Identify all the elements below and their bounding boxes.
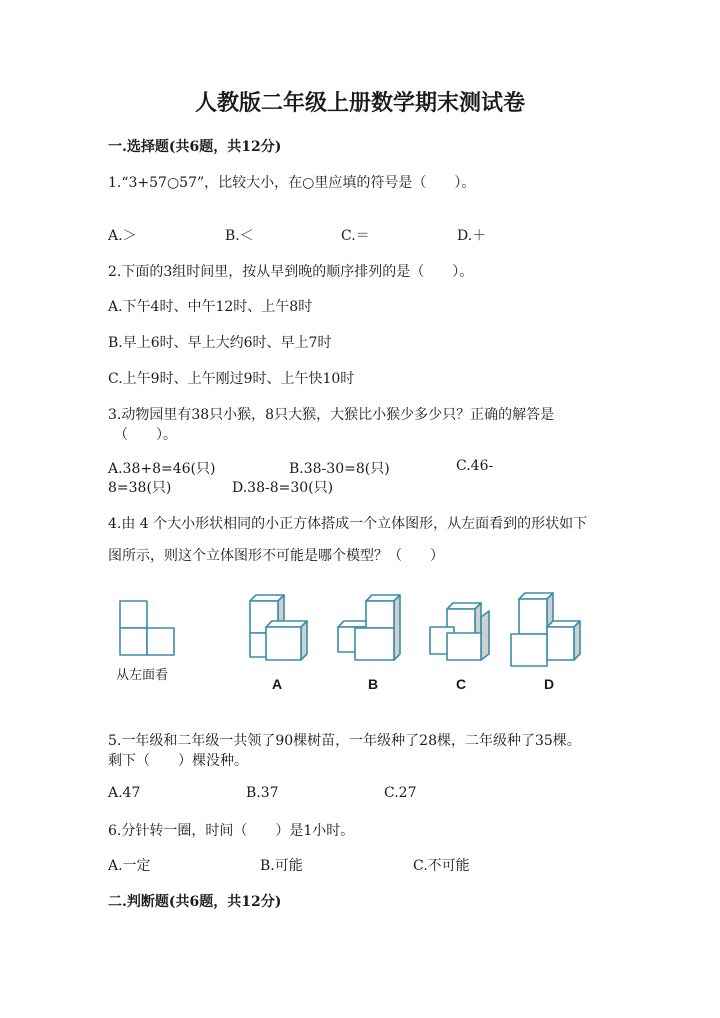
question-3-stem-line2: （ ）。: [114, 427, 177, 443]
question-3-stem-line1: 3.动物园里有38只小猴，8只大猴，大猴比小猴少多少只？正确的解答是: [108, 407, 555, 423]
question-3-option-b[interactable]: B.38-30=8(只): [289, 461, 390, 477]
question-1-option-c[interactable]: C.＝: [341, 228, 370, 244]
question-4-stem-line2: 图所示，则这个立体图形不可能是哪个模型？（ ）: [108, 548, 444, 564]
page-title: 人教版二年级上册数学期末测试卷: [194, 90, 525, 116]
question-1-option-a[interactable]: A.＞: [108, 228, 137, 244]
question-6-option-c[interactable]: C.不可能: [413, 858, 470, 874]
model-b-icon: [338, 595, 400, 660]
question-5-option-c[interactable]: C.27: [384, 785, 417, 801]
question-6-option-a[interactable]: A.一定: [108, 858, 151, 874]
question-5-stem-line2: 剩下（ ）棵没种。: [108, 753, 248, 769]
question-1-stem: 1.“3+57○57”，比较大小，在○里应填的符号是（ ）。: [108, 175, 476, 191]
question-4-stem-line1: 4.由 4 个大小形状相同的小正方体搭成一个立体图形，从左面看到的形状如下: [108, 516, 588, 532]
model-a-label[interactable]: A: [272, 676, 283, 692]
model-b-label[interactable]: B: [368, 676, 379, 692]
question-1-option-d[interactable]: D.＋: [457, 228, 487, 244]
question-5-option-b[interactable]: B.37: [246, 785, 279, 801]
section-heading-choice: 一.选择题(共6题，共12分): [108, 139, 282, 155]
cube-figure-svg: [100, 590, 620, 700]
question-5-stem-line1: 5.一年级和二年级一共领了90棵树苗，一年级种了28棵，二年级种了35棵。: [108, 733, 581, 749]
model-c-label[interactable]: C: [456, 676, 467, 692]
section-heading-judgement: 二.判断题(共6题，共12分): [108, 894, 282, 910]
question-2-option-c[interactable]: C.上午9时、上午刚过9时、上午快10时: [108, 371, 355, 387]
question-6-option-b[interactable]: B.可能: [260, 858, 303, 874]
model-a-icon: [250, 595, 307, 660]
cube-figure: [100, 590, 620, 700]
model-d-icon: [511, 593, 580, 666]
question-1-option-b[interactable]: B.＜: [225, 228, 254, 244]
model-c-icon: [430, 603, 489, 660]
question-3-option-c[interactable]: C.46-: [456, 458, 494, 474]
left-view-shape: [120, 601, 174, 655]
question-2-option-b[interactable]: B.早上6时、早上大约6时、早上7时: [108, 335, 332, 351]
question-6-stem: 6.分针转一圈，时间（ ）是1小时。: [108, 823, 355, 839]
left-view-caption: 从左面看: [116, 668, 169, 683]
question-5-option-a[interactable]: A.47: [108, 785, 141, 801]
question-2-option-a[interactable]: A.下午4时、中午12时、上午8时: [108, 299, 313, 315]
model-d-label[interactable]: D: [544, 676, 555, 692]
question-3-option-a[interactable]: A.38+8=46(只): [108, 461, 216, 477]
question-2-stem: 2.下面的3组时间里，按从早到晚的顺序排列的是（ ）。: [108, 264, 474, 280]
question-3-option-c-cont: 8=38(只): [108, 480, 172, 496]
question-3-option-d[interactable]: D.38-8=30(只): [232, 480, 334, 496]
